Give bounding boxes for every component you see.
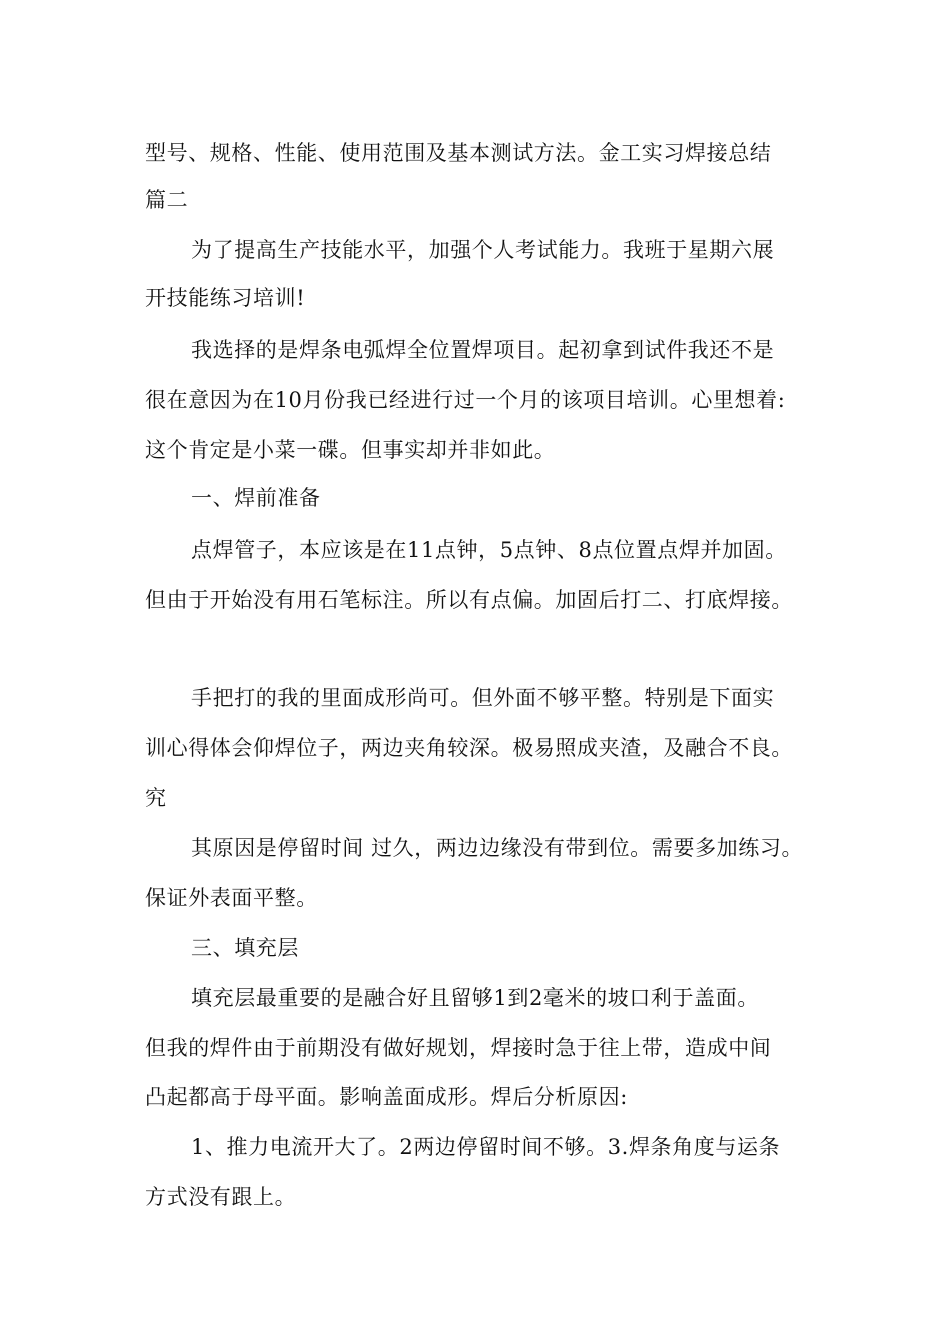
text-line: 究 (145, 786, 167, 810)
section-heading: 三、填充层 (191, 936, 299, 960)
text-line: 训心得体会仰焊位子，两边夹角较深。极易照成夹渣，及融合不良。 (145, 736, 793, 760)
paragraph-line: 为了提高生产技能水平，加强个人考试能力。我班于星期六展 (191, 238, 775, 262)
text-line: 篇二 (145, 188, 189, 212)
paragraph-line: 我选择的是焊条电弧焊全位置焊项目。起初拿到试件我还不是 (191, 338, 775, 362)
text-line: 这个肯定是小菜一碟。但事实却并非如此。 (145, 438, 556, 462)
paragraph-line: 点焊管子，本应该是在11点钟，5点钟、8点位置点焊并加固。 (191, 538, 787, 562)
text-line: 型号、规格、性能、使用范围及基本测试方法。金工实习焊接总结 (145, 141, 772, 165)
text-line: 但我的焊件由于前期没有做好规划，焊接时急于往上带，造成中间 (145, 1036, 772, 1060)
paragraph-line: 填充层最重要的是融合好且留够1到2毫米的坡口利于盖面。 (191, 986, 759, 1010)
paragraph-line: 其原因是停留时间 过久，两边边缘没有带到位。需要多加练习。 (191, 836, 804, 860)
paragraph-line: 1、推力电流开大了。2两边停留时间不够。3.焊条角度与运条 (191, 1135, 781, 1159)
paragraph-line: 手把打的我的里面成形尚可。但外面不够平整。特别是下面实 (191, 686, 775, 710)
text-line: 但由于开始没有用石笔标注。所以有点偏。加固后打二、打底焊接。 (145, 588, 793, 612)
text-line: 凸起都高于母平面。影响盖面成形。焊后分析原因: (145, 1085, 628, 1109)
text-line: 保证外表面平整。 (145, 886, 318, 910)
section-heading: 一、焊前准备 (191, 486, 321, 510)
text-line: 很在意因为在10月份我已经进行过一个月的该项目培训。心里想着: (145, 388, 786, 412)
text-line: 方式没有跟上。 (145, 1185, 297, 1209)
text-line: 开技能练习培训! (145, 286, 306, 310)
